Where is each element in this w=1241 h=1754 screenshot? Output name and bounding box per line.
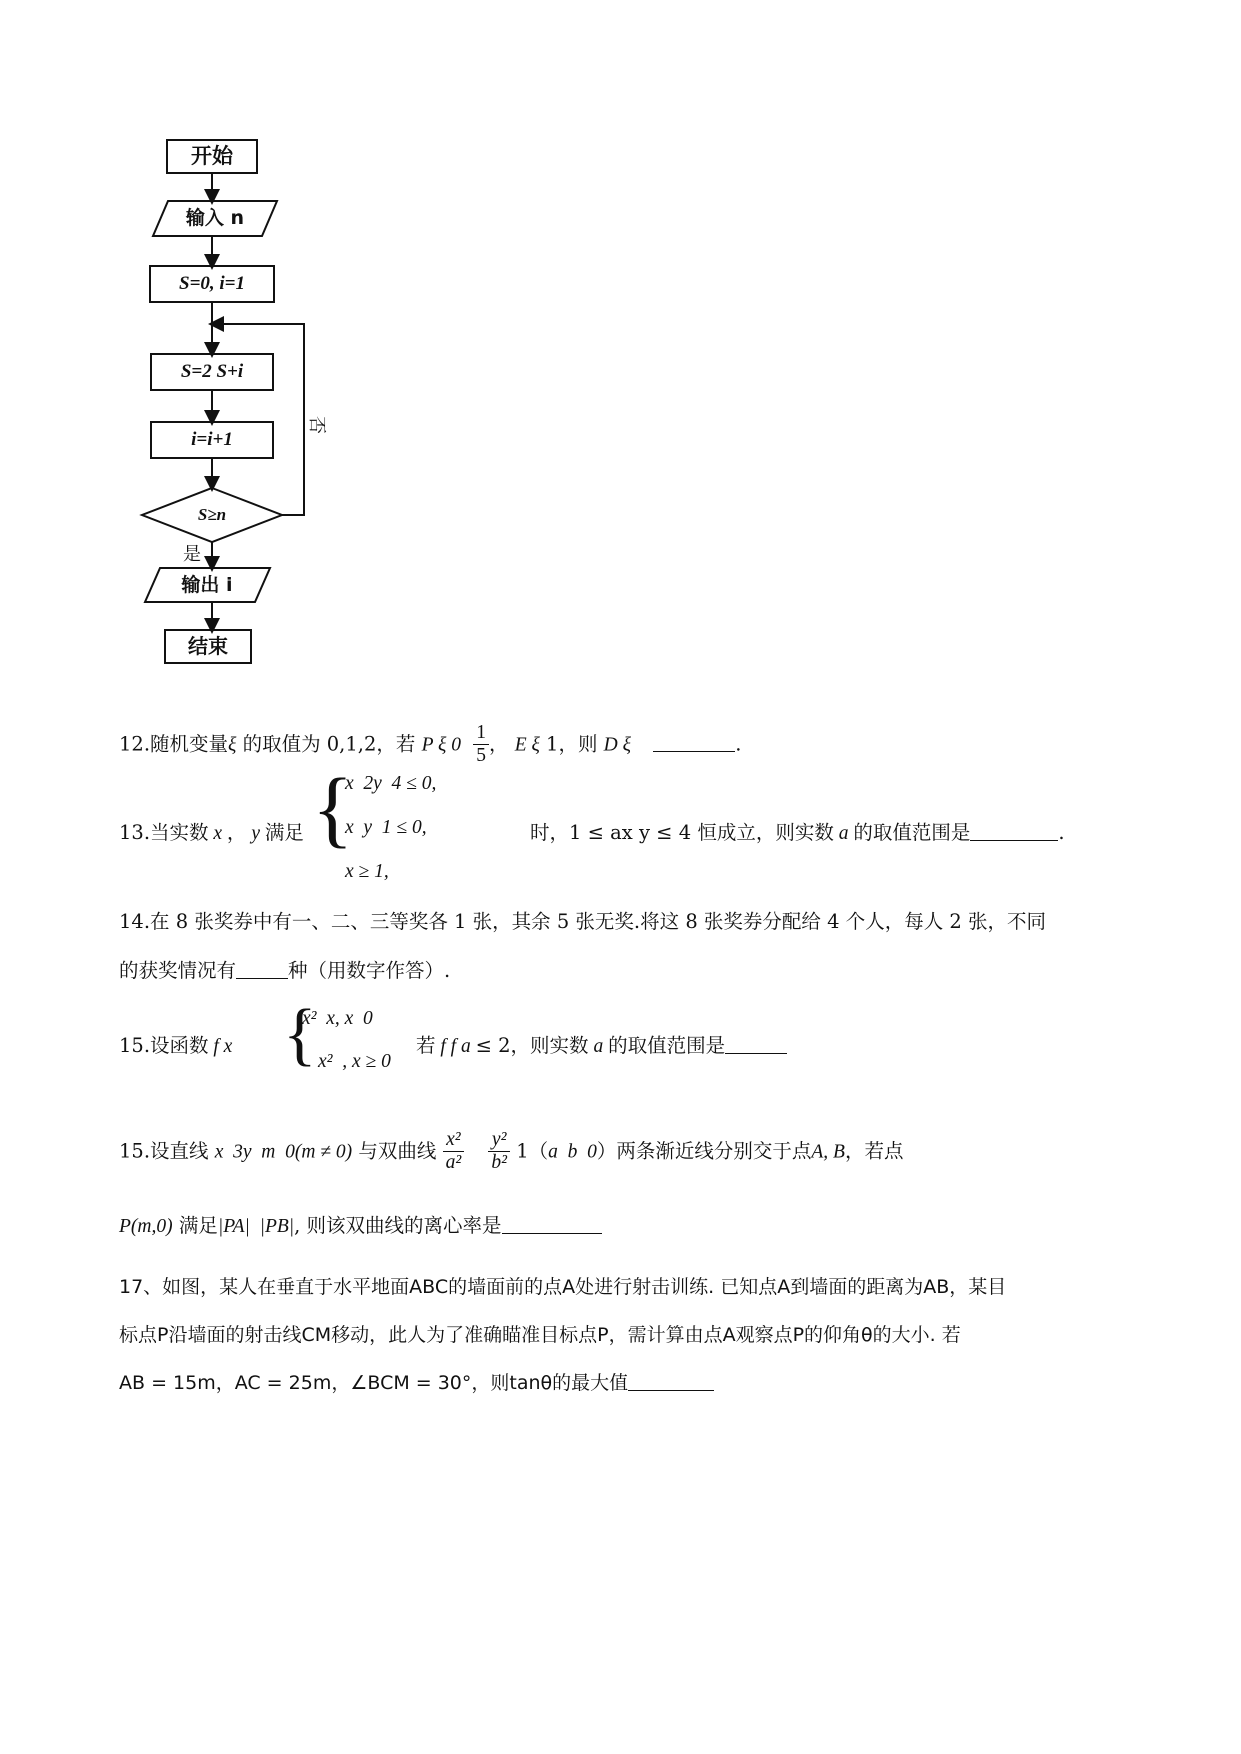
q13-answer-blank[interactable] [970, 822, 1058, 841]
q13-tail: 时，1 ≤ ax y ≤ 4 恒成立，则实数 a 的取值范围是 . [530, 821, 1065, 844]
q12-prefix: 12.随机变量 [119, 732, 229, 756]
q15a-answer-blank[interactable] [725, 1035, 787, 1054]
flow-condition-label: S≥n [197, 505, 227, 524]
q15b-line2: P(m,0) 满足|PA| |PB|, 则该双曲线的离心率是 [119, 1210, 602, 1238]
q13-brace: { [312, 760, 354, 856]
q14-answer-blank[interactable] [236, 960, 288, 979]
flow-output-label: 输出 i [181, 574, 233, 596]
question-15a: 15.设函数 f x [119, 1034, 233, 1057]
q14-line1: 14.在 8 张奖券中有一、二、三等奖各 1 张，其余 5 张无奖.将这 8 张奖券分配给 4 个人，每人 2 张，不同 [119, 910, 1047, 933]
q13-row3: x ≥ 1, [345, 861, 389, 882]
q15a-row1: x² x, x 0 [302, 1008, 373, 1029]
flow-no-label: 否 [306, 416, 327, 434]
q15b-line-eq: x 3y m 0(m ≠ 0) [214, 1141, 353, 1163]
q12-mid1: 的取值为 0,1,2，若 [242, 732, 416, 756]
question-13: 13.当实数 x ， y 满足 [119, 821, 304, 844]
flow-start-label: 开始 [191, 144, 233, 168]
q17-line1: 17、如图，某人在垂直于水平地面ABC的墙面前的点A处进行射击训练. 已知点A到墙面的距离为AB，某目 [119, 1276, 1007, 1298]
q14-line2: 的获奖情况有 种（用数字作答）. [119, 959, 451, 982]
q15b-frac-y: $\frac{\text{y²}}{\text{b²}}$ [488, 1129, 510, 1175]
q13-prefix: 13.当实数 [119, 821, 209, 844]
q12-mid2: ， [488, 732, 509, 756]
q12-fraction: $\frac{1}{5}$ [473, 722, 489, 768]
q15a-tail: 若 f f a ≤ 2，则实数 a 的取值范围是 [416, 1030, 787, 1058]
flow-end-label: 结束 [188, 634, 228, 658]
flow-input-label: 输入 n [185, 207, 245, 229]
q13-row1: x 2y 4 ≤ 0, [345, 773, 437, 794]
q13-mid3: 的取值范围是 [853, 821, 971, 844]
q12-answer-blank[interactable] [653, 733, 735, 752]
q13-mid2: 时，1 ≤ ax y ≤ 4 恒成立，则实数 [530, 821, 834, 844]
q15b-answer-blank[interactable] [502, 1215, 602, 1234]
q12-mid3: 1，则 [546, 732, 598, 756]
q17-answer-blank[interactable] [628, 1372, 714, 1391]
flow-init-label: S=0, i=1 [179, 273, 245, 294]
flow-update-i-label: i=i+1 [191, 429, 233, 450]
question-15b: 15.设直线 x 3y m 0(m ≠ 0) 与双曲线 $\frac{\text{x²}}{\text{a²}}$ $\frac{\text{y²}}{\text{b²}}$ 1（a b 0）两条渐近线分别交于点A, B，若点 [119, 1129, 904, 1174]
q17-line2: 标点P沿墙面的射击线CM移动，此人为了准确瞄准目标点P，需计算由点A观察点P的仰角θ的大小. 若 [119, 1324, 961, 1346]
q15a-brace: { [283, 996, 317, 1073]
flow-yes-label: 是 [183, 544, 201, 565]
q17-line3: AB = 15m，AC = 25m，∠BCM = 30°，则tanθ的最大值 [119, 1368, 714, 1395]
question-12: 12.随机变量ξ 的取值为 0,1,2，若 P ξ 0 $\frac{1}{5}$ ， E ξ 1，则 D ξ . [119, 722, 742, 767]
q13-row2: x y 1 ≤ 0, [345, 817, 427, 838]
q13-mid1: 满足 [264, 821, 304, 844]
flow-update-s-label: S=2 S+i [180, 361, 244, 382]
q15b-frac-x: $\frac{\text{x²}}{\text{a²}}$ [443, 1129, 465, 1175]
q15a-row2: x² , x ≥ 0 [318, 1051, 391, 1072]
